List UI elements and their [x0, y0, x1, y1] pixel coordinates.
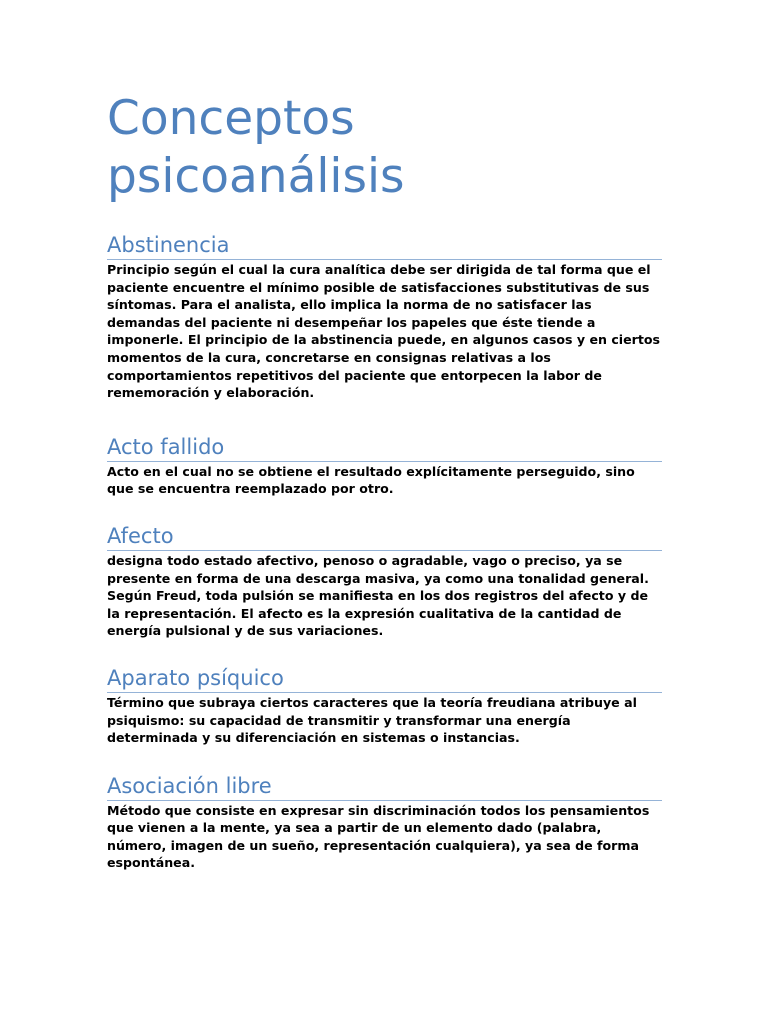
- section-body: Principio según el cual la cura analítica debe ser dirigida de tal forma que el paciente encuentre el mínimo posible de satisfacciones substitutivas de sus síntomas. Para el analista, ello implica la norma de no satisfacer las demandas del paciente ni desempeñar los papeles que éste tiende a imponerle. El principio de la abstinencia puede, en algunos casos y en ciertos momentos de la cura, concretarse en consignas relativas a los comportamientos repetitivos del paciente que entorpecen la labor de rememoración y elaboración.: [107, 262, 661, 401]
- section-heading: Afecto: [107, 523, 662, 551]
- section-afecto: [107, 523, 662, 640]
- section-heading: Abstinencia: [107, 232, 662, 260]
- section-body: Término que subraya ciertos caracteres que la teoría freudiana atribuye al psiquismo: su capacidad de transmitir y transformar una energía determinada y su diferenciación en sistemas o instancias.: [107, 694, 637, 746]
- document-page: [107, 90, 662, 872]
- document-title: [107, 90, 662, 206]
- document-title-line-2: psicoanálisis: [107, 149, 405, 204]
- section-heading: Asociación libre: [107, 773, 662, 801]
- section-asociacion-libre: [107, 773, 662, 872]
- document-title-line-1: Conceptos: [107, 91, 355, 146]
- section-heading: Acto fallido: [107, 434, 662, 462]
- section-body: designa todo estado afectivo, penoso o agradable, vago o preciso, ya se presente en forma de una descarga masiva, ya como una tonalidad general. Según Freud, toda pulsión se manifiesta en los dos registros del afecto y de la representación. El afecto es la expresión cualitativa de la cantidad de energía pulsional y de sus variaciones.: [107, 552, 649, 639]
- section-abstinencia: [107, 232, 662, 402]
- section-body: Método que consiste en expresar sin discriminación todos los pensamientos que vienen a la mente, ya sea a partir de un elemento dado (palabra, número, imagen de un sueño, representación cualquiera), ya sea de forma espontánea.: [107, 802, 650, 871]
- section-body: Acto en el cual no se obtiene el resultado explícitamente perseguido, sino que se encuentra reemplazado por otro.: [107, 463, 635, 497]
- section-heading: Aparato psíquico: [107, 665, 662, 693]
- section-aparato-psiquico: [107, 665, 662, 747]
- section-acto-fallido: [107, 434, 662, 498]
